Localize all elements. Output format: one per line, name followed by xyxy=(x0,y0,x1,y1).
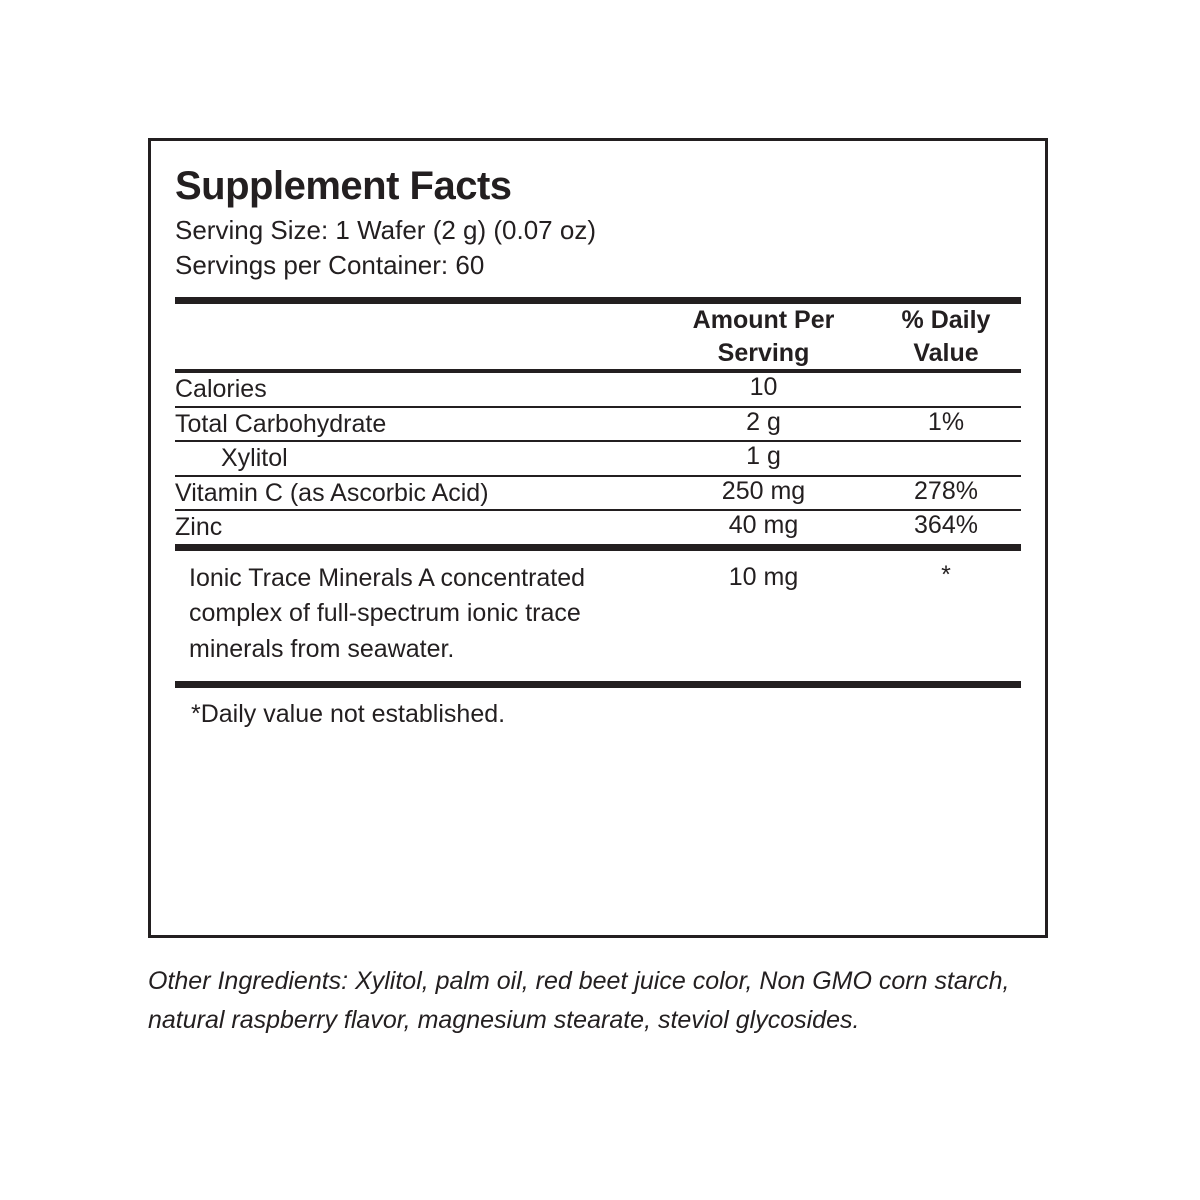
other-ingredients-text: Other Ingredients: Xylitol, palm oil, red beet juice color, Non GMO corn starch, natural raspberry flavor, magnesium stearate, steviol glycosides. xyxy=(148,967,1010,1034)
table-row xyxy=(175,441,1021,476)
row-name: Calories xyxy=(175,371,656,407)
nutrition-table xyxy=(175,304,1021,544)
servings-per-container-text: Servings per Container: 60 xyxy=(175,250,485,281)
table-body xyxy=(175,371,1021,544)
divider-blend-bottom xyxy=(175,681,1021,688)
row-name: Vitamin C (as Ascorbic Acid) xyxy=(175,476,656,511)
serving-size-text: Serving Size: 1 Wafer (2 g) (0.07 oz) xyxy=(175,215,596,245)
row-name: Zinc xyxy=(175,510,656,544)
blend-amount: 10 mg xyxy=(728,562,799,591)
row-amount: 2 g xyxy=(656,407,871,442)
daily-value-footnote: *Daily value not established. xyxy=(191,700,506,729)
divider-blend-top xyxy=(175,544,1021,551)
table-row xyxy=(175,510,1021,544)
row-daily-value: 278% xyxy=(871,476,1021,511)
row-amount: 40 mg xyxy=(656,510,871,544)
blend-name: Ionic Trace Minerals A concentrated complex of full-spectrum ionic trace minerals from seawater. xyxy=(189,563,586,663)
table-row xyxy=(175,476,1021,511)
row-amount: 1 g xyxy=(656,441,871,476)
row-daily-value: 1% xyxy=(871,407,1021,442)
page-title: Supplement Facts xyxy=(175,164,512,208)
column-header-daily-value xyxy=(871,304,1021,371)
table-row xyxy=(175,407,1021,442)
column-header-amount-line2: Serving xyxy=(717,338,810,367)
column-header-nutrient xyxy=(175,304,656,371)
column-header-dv-line1: % Daily xyxy=(901,306,991,335)
row-name: Total Carbohydrate xyxy=(175,407,656,442)
blend-row xyxy=(175,551,1021,682)
divider-top-thick xyxy=(175,297,1021,304)
row-amount: 10 xyxy=(656,371,871,407)
table-row xyxy=(175,371,1021,407)
row-amount: 250 mg xyxy=(656,476,871,511)
row-daily-value xyxy=(871,441,1021,476)
row-daily-value xyxy=(871,371,1021,407)
supplement-facts-panel xyxy=(148,138,1048,938)
blend-daily-value: * xyxy=(941,560,951,589)
row-name: Xylitol xyxy=(175,441,656,476)
supplement-facts-content xyxy=(175,153,1021,729)
row-daily-value: 364% xyxy=(871,510,1021,544)
table-header xyxy=(175,304,1021,371)
proprietary-blend-section xyxy=(175,551,1021,682)
column-header-amount-per-serving xyxy=(656,304,871,371)
column-header-amount-line1: Amount Per xyxy=(692,306,835,335)
column-header-dv-line2: Value xyxy=(913,338,979,367)
